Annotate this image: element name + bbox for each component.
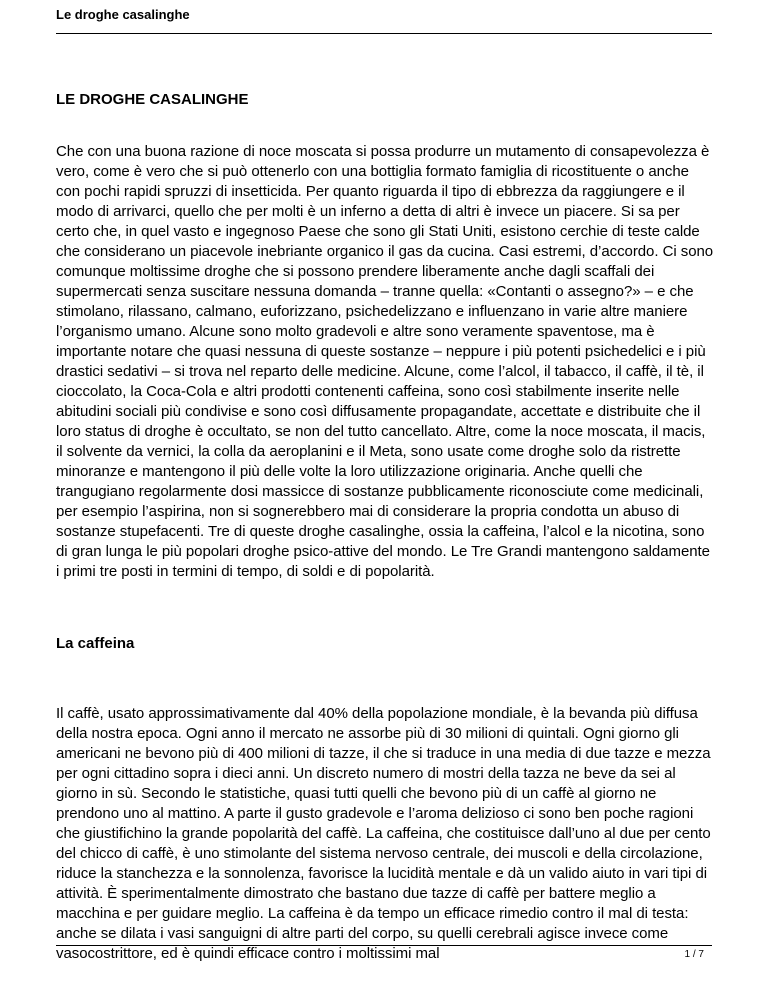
document-title: LE DROGHE CASALINGHE [56,91,249,108]
section-paragraph: Il caffè, usato approssimativamente dal 40% della popolazione mondiale, è la bevanda più diffusa della nostra epoca. Ogni anno il mercato ne assorbe più di 30 milioni di quintali. Ogni giorno gli americani ne bevono più di 400 milioni di tazze, il che si traduce in una media di due tazze e mezza per ogni cittadino sopra i dieci anni. Un discreto numero di mostri della tazza ne beve da sei al giorno in sù. Secondo le statistiche, quasi tutti quelli che bevono più di un caffè al giorno ne prendono uno al mattino. A parte il gusto gradevole e l’aroma delizioso ci sono ben poche ragioni che giustifichino la grande popolarità del caffè. La caffeina, che costituisce dall’uno al due per cento del chicco di caffè, è uno stimolante del sistema nervoso centrale, dei muscoli e della circolazione, riduce la stanchezza e la sonnolenza, favorisce la lucidità mentale e dà un valido aiuto in vari tipi di attività. È sperimentalmente dimostrato che bastano due tazze di caffè per battere meglio a macchina e per guidare meglio. La caffeina è da tempo un efficace rimedio contro il mal di testa: anche se dilata i vasi sanguigni di altre parti del corpo, su quelli cerebrali agisce invece come vasocostrittore, ed è quindi efficace contro i moltissimi mal [56,705,711,962]
footer-divider [56,945,712,946]
page-number: 1 / 7 [684,949,704,960]
intro-paragraph: Che con una buona razione di noce moscata si possa produrre un mutamento di consapevolezza è vero, come è vero che si può ottenerlo con una bottiglia formato famiglia di ricostituente o anche con pochi rapidi spruzzi di insetticida. Per quanto riguarda il tipo di ebbrezza da raggiungere e il modo di arrivarci, quello che per molti è un inferno a detta di altri è invece un piacere. Si sa per certo che, in quel vasto e ingegnoso Paese che sono gli Stati Uniti, esistono cerchie di teste calde che considerano un piacevole inebriante organico il gas da cucina. Casi estremi, d’accordo. Ci sono comunque moltissime droghe che si possono prendere liberamente anche dagli scaffali dei supermercati senza suscitare nessuna domanda – tranne quella: «Contanti o assegno?» – e che stimolano, rilassano, calmano, euforizzano, psichedelizzano e influenzano in varie altre maniere l’organismo umano. Alcune sono molto gradevoli e altre sono veramente spaventose, ma è importante notare che quasi nessuna di queste sostanze – neppure i più potenti psichedelici e i più drastici sedativi – si trova nel reparto delle medicine. Alcune, come l’alcol, il tabacco, il caffè, il tè, il cioccolato, la Coca-Cola e altri prodotti contenenti caffeina, sono così stabilmente inserite nelle abitudini sociali più condivise e sono così diffusamente propagandate, accettate e distribuite che il loro status di droghe è occultato, se non del tutto cancellato. Altre, come la noce moscata, il macis, il solvente da vernici, la colla da aeroplanini e il Meta, sono usate come droghe solo da ristrette minoranze e mantengono il più delle volte la loro utilizzazione originaria. Anche quelli che trangugiano regolarmente dosi massicce di sostanze pubblicamente riconosciute come medicinali, per esempio l’aspirina, non si sognerebbero mai di considerare la propria condotta un abuso di sostanze stupefacenti. Tre di queste droghe casalinghe, ossia la caffeina, l’alcol e la nicotina, sono di gran lunga le più popolari droghe psico-attive del mondo. Le Tre Grandi mantengono saldamente i primi tre posti in termini di tempo, di soldi e di popolarità. [56,143,714,580]
header-divider [56,33,712,34]
page-content [56,90,716,964]
section-heading-caffeina: La caffeina [56,635,135,652]
running-header-title: Le droghe casalinghe [56,7,190,22]
